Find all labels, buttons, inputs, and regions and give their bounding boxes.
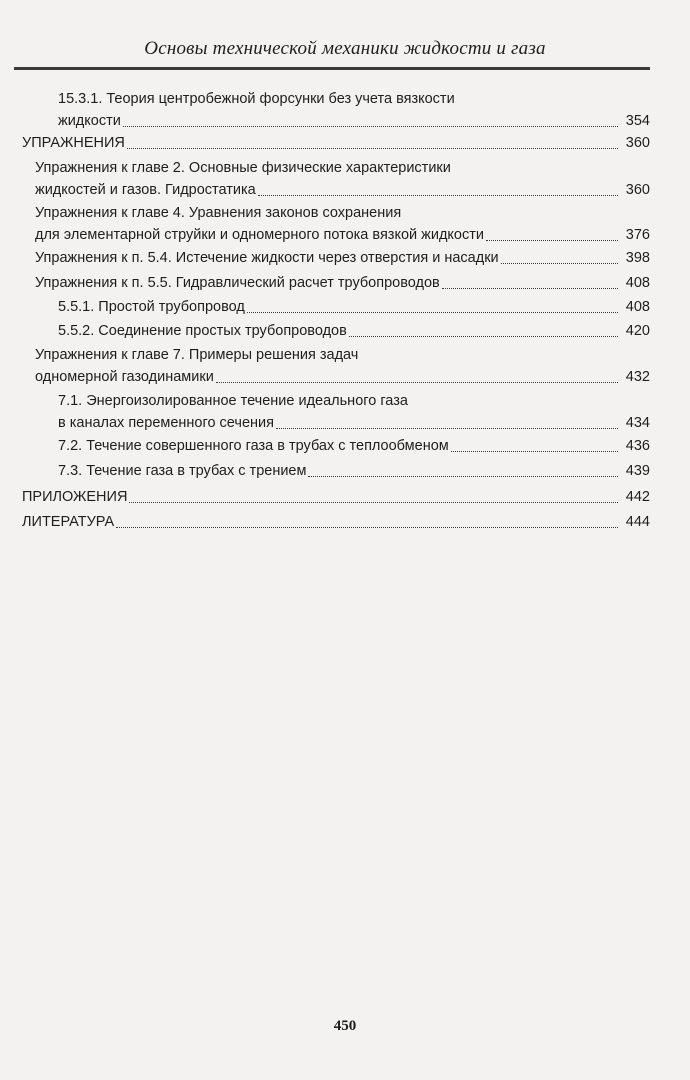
toc-entry-title-line: 15.3.1. Теория центробежной форсунки без учета вязкости [58,91,455,107]
toc-entry[interactable] [35,344,650,388]
toc-page-number: 439 [625,463,650,479]
toc-page-number: 408 [625,275,650,291]
toc-entry[interactable] [58,435,650,457]
toc-entry[interactable] [35,272,650,294]
toc-entry-title-line: жидкостей и газов. Гидростатика [35,182,256,198]
toc-entry[interactable] [58,390,650,434]
leader-dots [442,274,618,289]
leader-dots [276,414,618,429]
toc-entry-title-line: одномерной газодинамики [35,369,214,385]
leader-dots [258,181,618,196]
toc-entry-title-line: 5.5.2. Соединение простых трубопроводов [58,323,347,339]
toc-entry[interactable] [35,202,650,246]
toc-entry-title-line: УПРАЖНЕНИЯ [22,135,125,151]
toc-page-number: 444 [625,514,650,530]
toc-page-number: 408 [625,299,650,315]
toc-entry-title-line: 7.1. Энергоизолированное течение идеального газа [58,393,408,409]
leader-dots [501,249,618,264]
toc-entry-title-line: 7.2. Течение совершенного газа в трубах с теплообменом [58,438,449,454]
toc-page-number: 420 [625,323,650,339]
leader-dots [486,226,618,241]
leader-dots [451,437,618,452]
toc-entry-title-line: жидкости [58,113,121,129]
toc-entry[interactable] [58,296,650,318]
toc-entry-title-line: для элементарной струйки и одномерного потока вязкой жидкости [35,227,484,243]
toc-page-number: 360 [625,135,650,151]
leader-dots [247,298,618,313]
leader-dots [127,134,618,149]
toc-entry[interactable] [58,88,650,132]
page-number: 450 [333,1018,357,1034]
toc-page-number: 354 [625,113,650,129]
toc-page-number: 434 [625,415,650,431]
toc-entry[interactable] [22,132,650,154]
toc-entry-title-line: Упражнения к главе 4. Уравнения законов сохранения [35,205,402,221]
leader-dots [308,462,618,477]
toc-page-number: 398 [625,250,650,266]
leader-dots [349,322,618,337]
toc-entry-title-line: ЛИТЕРАТУРА [22,514,115,530]
toc-page-number: 436 [625,438,650,454]
toc-entry[interactable] [22,486,650,508]
toc-page-number: 442 [625,489,650,505]
toc-entry-title-line: Упражнения к п. 5.5. Гидравлический расчет трубопроводов [35,275,440,291]
toc-page-number: 432 [625,369,650,385]
toc-entry[interactable] [22,511,650,533]
leader-dots [123,112,618,127]
toc-entry-title-line: Упражнения к главе 7. Примеры решения задач [35,347,359,363]
toc-page-number: 360 [625,182,650,198]
toc-page-number: 376 [625,227,650,243]
toc-entry-title-line: ПРИЛОЖЕНИЯ [22,489,128,505]
toc-entry-title-line: 5.5.1. Простой трубопровод [58,299,245,315]
toc-entry-title-line: Упражнения к главе 2. Основные физические характеристики [35,160,451,176]
running-header: Основы технической механики жидкости и газа [144,38,546,59]
leader-dots [216,368,618,383]
toc-entry-title-line: 7.3. Течение газа в трубах с трением [58,463,307,479]
toc-entry[interactable] [35,247,650,269]
leader-dots [129,488,618,503]
leader-dots [116,513,618,528]
toc-entry[interactable] [35,157,650,201]
header-rule [14,67,650,70]
toc-entry[interactable] [58,460,650,482]
toc-entry-title-line: в каналах переменного сечения [58,415,274,431]
toc-entry[interactable] [58,320,650,342]
toc-entry-title-line: Упражнения к п. 5.4. Истечение жидкости через отверстия и насадки [35,250,499,266]
